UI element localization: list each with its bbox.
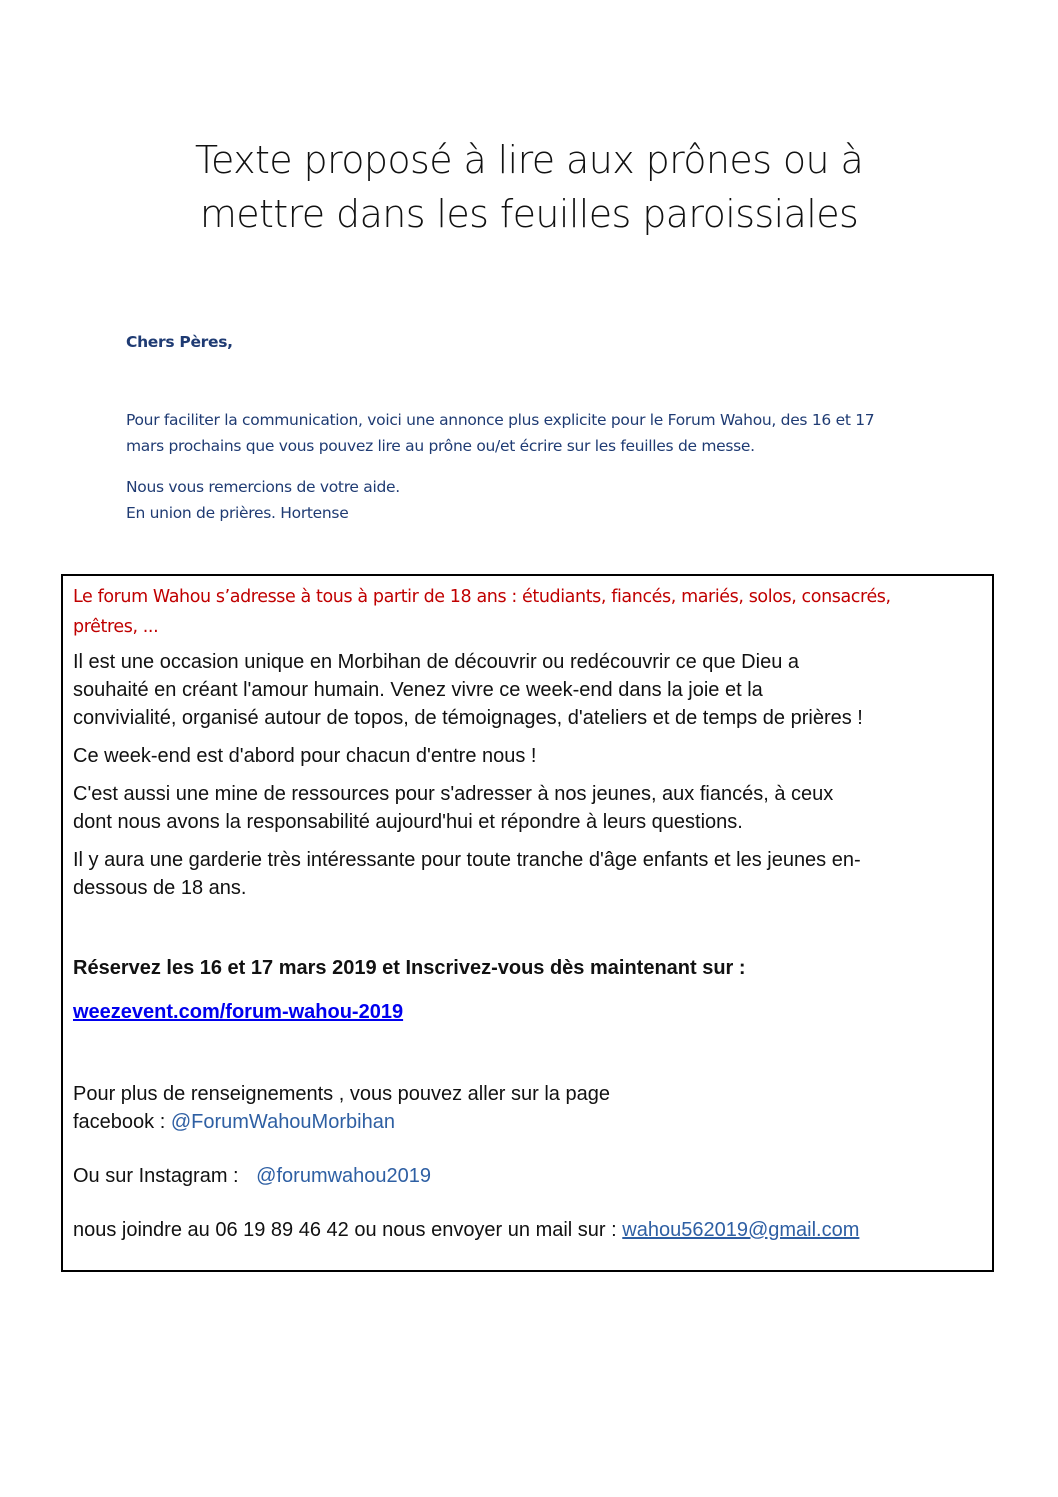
announcement-intro xyxy=(73,582,988,642)
paragraph-1-line-1: Il est une occasion unique en Morbihan de découvrir ou redécouvrir ce que Dieu a xyxy=(73,651,799,673)
letter-signature: En union de prières. Hortense xyxy=(126,504,349,522)
announcement-paragraph-4 xyxy=(73,846,988,902)
announcement-paragraph-3 xyxy=(73,780,988,836)
contact-email-link[interactable]: wahou562019@gmail.com xyxy=(622,1219,860,1241)
info-line-1: Pour plus de renseignements , vous pouvez aller sur la page xyxy=(73,1083,610,1105)
announcement-paragraph-2: Ce week-end est d'abord pour chacun d'entre nous ! xyxy=(73,745,537,767)
contact-text: nous joindre au 06 19 89 46 42 ou nous envoyer un mail sur : xyxy=(73,1219,623,1241)
register-link-wrapper xyxy=(73,998,988,1026)
announcement-box xyxy=(61,574,994,1272)
paragraph-4-line-1: Il y aura une garderie très intéressante pour toute tranche d'âge enfants et les jeunes en- xyxy=(73,849,861,871)
letter-closing xyxy=(126,474,956,526)
register-link[interactable]: weezevent.com/forum-wahou-2019 xyxy=(73,1001,404,1023)
title-line-2: mettre dans les feuilles paroissiales xyxy=(199,192,859,236)
facebook-handle-link[interactable]: @ForumWahouMorbihan xyxy=(170,1111,395,1133)
letter-body-line-1: Pour faciliter la communication, voici une annonce plus explicite pour le Forum Wahou, des 16 et 17 xyxy=(126,411,875,429)
announcement-content xyxy=(73,582,988,1244)
instagram-handle-link[interactable]: @forumwahou2019 xyxy=(256,1165,432,1187)
info-paragraph xyxy=(73,1080,988,1136)
letter-thanks: Nous vous remercions de votre aide. xyxy=(126,478,400,496)
letter-greeting: Chers Pères, xyxy=(126,333,233,351)
intro-line-2: prêtres, ... xyxy=(73,617,159,637)
paragraph-4-line-2: dessous de 18 ans. xyxy=(73,877,247,899)
letter-body-line-2: mars prochains que vous pouvez lire au prône ou/et écrire sur les feuilles de messe. xyxy=(126,437,755,455)
paragraph-3-line-2: dont nous avons la responsabilité aujourd'hui et répondre à leurs questions. xyxy=(73,811,743,833)
reserve-text: Réservez les 16 et 17 mars 2019 et Inscrivez-vous dès maintenant sur : xyxy=(73,957,746,979)
facebook-line xyxy=(73,1108,988,1136)
contact-line xyxy=(73,1216,988,1244)
instagram-label: Ou sur Instagram : xyxy=(73,1165,245,1187)
paragraph-1-line-3: convivialité, organisé autour de topos, de témoignages, d'ateliers et de temps de prières ! xyxy=(73,707,863,729)
paragraph-1-line-2: souhaité en créant l'amour humain. Venez vivre ce week-end dans la joie et la xyxy=(73,679,763,701)
letter-body xyxy=(126,407,956,459)
facebook-label: facebook : xyxy=(73,1111,171,1133)
title-line-1: Texte proposé à lire aux prônes ou à xyxy=(194,138,864,182)
intro-line-1: Le forum Wahou s’adresse à tous à partir de 18 ans : étudiants, fiancés, mariés, solos, consacrés, xyxy=(73,587,891,607)
instagram-line xyxy=(73,1162,988,1190)
paragraph-3-line-1: C'est aussi une mine de ressources pour s'adresser à nos jeunes, aux fiancés, à ceux xyxy=(73,783,834,805)
announcement-paragraph-1 xyxy=(73,648,988,732)
page-title xyxy=(0,133,1058,241)
